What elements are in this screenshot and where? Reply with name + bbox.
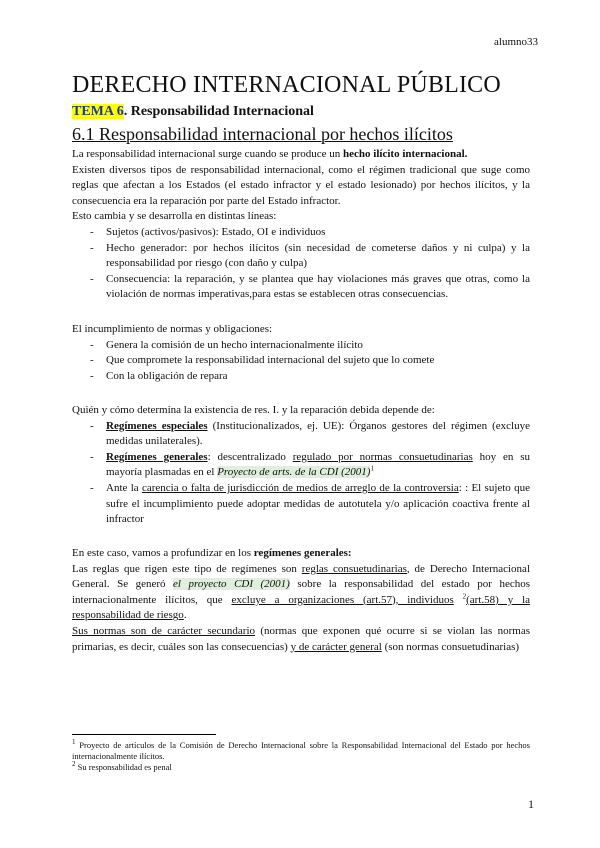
footnote-text: Proyecto de artículos de la Comisión de Derecho Internacional sobre la Responsabilidad Internacional del Estado por hechos internacionalmente ilícitos. <box>72 740 530 761</box>
footnote-ref: 2 <box>462 592 467 601</box>
intro-block <box>72 147 530 303</box>
art58-underlined: (art.58) y la responsabilidad de riesgo <box>72 593 531 622</box>
list-item <box>72 481 530 528</box>
intro-text: La responsabilidad internacional surge cuando se produce un <box>72 148 344 160</box>
caracter-secundario: Sus normas son de carácter secundario <box>72 624 255 637</box>
regimenes-especiales-text: (Institucionalizados, ej. UE): Órganos gestores del régimen (excluye medidas unilaterales). <box>106 419 530 448</box>
regimenes-generales-text: : descentralizado <box>207 450 293 463</box>
list-item: - Que compromete la responsabilidad internacional del sujeto que lo comete <box>72 353 530 369</box>
generales-heading <box>72 546 530 562</box>
list-item: - Con la obligación de repara <box>72 369 530 385</box>
generales-heading-text: En este caso, vamos a profundizar en los <box>72 547 254 559</box>
text: (normas que exponen qué ocurre si se violan las normas primarias, es decir, cuáles son las consecuencias) <box>72 624 530 653</box>
tema-separator: . <box>123 104 128 119</box>
list-item: - Genera la comisión de un hecho internacionalmente ilícito <box>72 338 530 354</box>
intro-line <box>72 147 530 163</box>
section-heading <box>72 124 453 145</box>
intro-lines-list <box>72 225 530 303</box>
tema-label: TEMA 6 <box>72 104 124 119</box>
reglas-consuetudinarias: reglas consuetudinarias <box>301 562 407 575</box>
tema-heading <box>72 104 314 120</box>
regimenes-block <box>72 403 530 528</box>
text: Las reglas que rigen este tipo de regímenes son <box>72 562 302 575</box>
intro-bold: hecho ilícito internacional. <box>343 148 468 160</box>
document-title: DERECHO INTERNACIONAL PÚBLICO <box>72 72 501 98</box>
incumplimiento-list <box>72 338 530 385</box>
ante-text: Ante la <box>106 481 142 494</box>
intro-paragraph: Existen diversos tipos de responsabilidad internacional, como el régimen tradicional que suge como reglas que afectan a los Estados (el estado infractor y el estado lesionado) por hechos ilícitos, y la consecuencia era la reparación por parte del Estado infractor. <box>72 163 530 207</box>
generales-paragraph-1 <box>72 562 530 624</box>
generales-heading-bold: regímenes generales: <box>253 547 352 559</box>
generales-block <box>72 546 530 655</box>
regimenes-especiales-term: Regímenes especiales <box>106 419 208 432</box>
cdi-proyecto-highlight: el proyecto CDI (2001) <box>173 578 290 591</box>
text: , de Derecho Internacional General. Se generó <box>72 562 530 591</box>
regimenes-generales-underlined: regulado por normas consuetudinarias <box>292 450 473 463</box>
list-item: - Sujetos (activos/pasivos): Estado, OI e individuos <box>72 225 530 241</box>
intro-lines-heading: Esto cambia y se desarrolla en distintas líneas: <box>72 210 277 223</box>
regimenes-generales-term: Regímenes generales <box>106 450 208 463</box>
excluye-underlined: excluye a organizaciones (art.57), individuos <box>231 593 454 606</box>
footnote-1 <box>72 740 530 762</box>
text: sobre la responsabilidad del estado por hechos internacionalmente ilícitos, que <box>72 578 530 606</box>
generales-paragraph-2 <box>72 624 530 655</box>
footnote-2 <box>72 762 530 773</box>
tema-title: Responsabilidad Internacional <box>127 104 314 119</box>
section-title: 6.1 Responsabilidad internacional por hechos ilícitos <box>72 124 453 144</box>
incumplimiento-block <box>72 322 530 384</box>
header-username: alumno33 <box>494 36 538 48</box>
regimenes-generales-text-2: hoy en su mayoría plasmadas en el <box>106 450 531 479</box>
regimenes-heading: Quién y cómo determina la existencia de res. I. y la reparación debida depende de: <box>72 404 435 416</box>
cdi-project-highlight: Proyecto de arts. de la CDI (2001) <box>217 466 371 479</box>
footnote-mark: 1 <box>72 738 76 747</box>
footnote-divider <box>72 734 216 735</box>
list-item: - Consecuencia: la reparación, y se plantea que hay violaciones más graves que otras, como la violación de normas imperativas,para estas se establecen otras consecuencias. <box>72 272 530 303</box>
caracter-general: y de carácter general <box>290 640 382 653</box>
footnotes <box>72 740 530 773</box>
list-item <box>72 419 530 450</box>
footnote-mark: 2 <box>72 760 76 769</box>
page-number: 1 <box>528 797 534 811</box>
regimenes-list <box>72 419 530 528</box>
incumplimiento-heading: El incumplimiento de normas y obligaciones: <box>72 323 273 335</box>
footnote-ref: 1 <box>370 464 374 473</box>
list-item <box>72 450 530 481</box>
text: . <box>183 609 187 622</box>
list-item: - Hecho generador: por hechos ilícitos (sin necesidad de cometerse daños y ni culpa) y la responsabilidad por riesgo (con daño y culpa) <box>72 241 530 272</box>
ante-text-2: : : El sujeto que sufre el incumplimiento puede adoptar medidas de autotutela y/o aplicación coactiva frente al infractor <box>106 481 530 526</box>
footnote-text: Su responsabilidad es penal <box>75 762 172 772</box>
ante-underlined: carencia o falta de jurisdicción de medios de arreglo de la controversia <box>141 481 459 494</box>
text: (son normas consuetudinarias) <box>381 640 520 653</box>
